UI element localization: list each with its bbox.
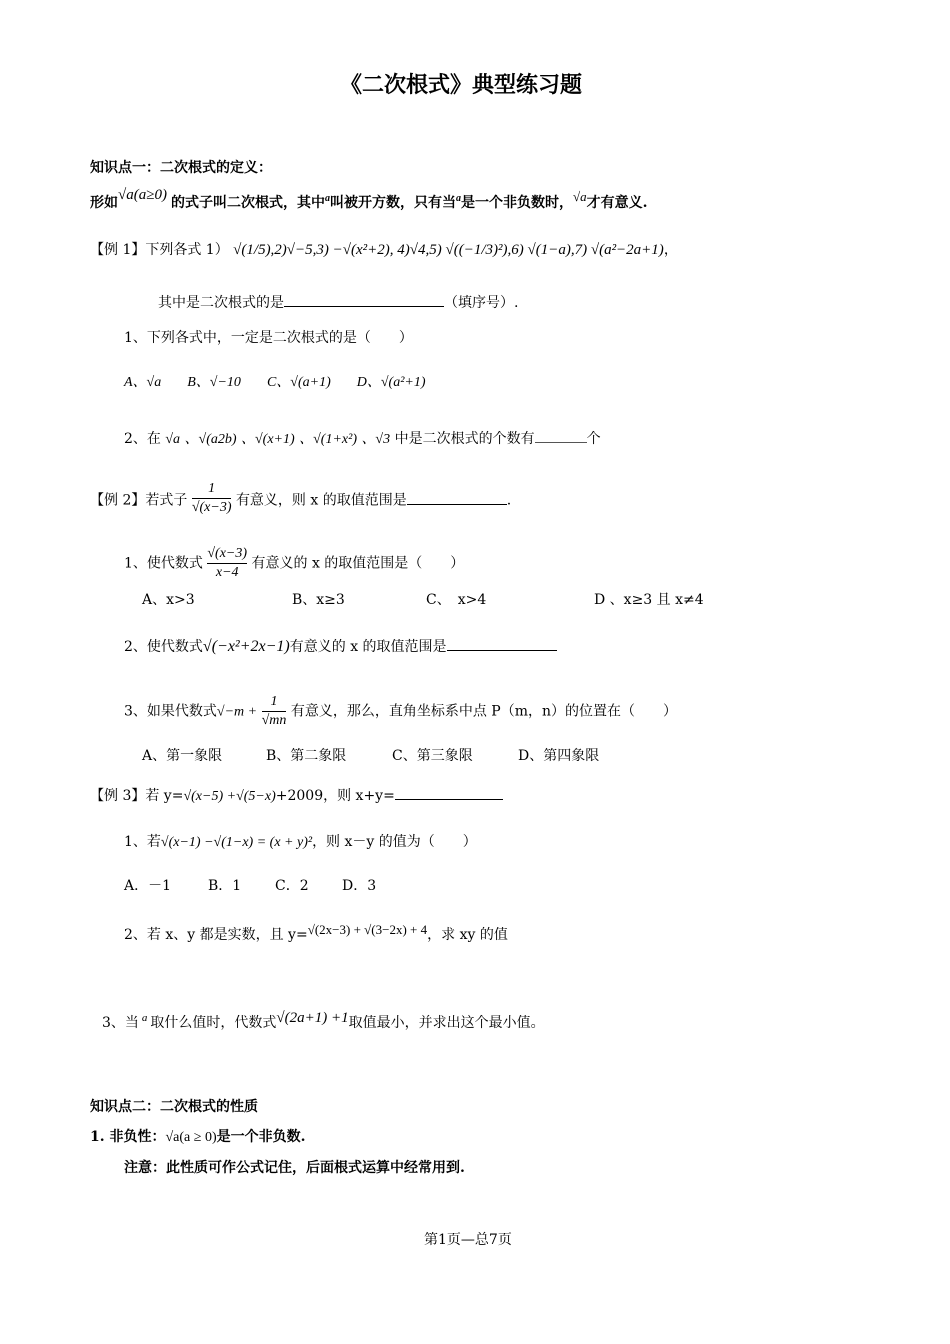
example-2-text: 有意义，则 x 的取值范围是 bbox=[235, 492, 407, 509]
option-a[interactable]: A、第一象限 bbox=[142, 748, 223, 764]
q-prefix: 1、若 bbox=[124, 834, 161, 850]
kp1-heading: 知识点一：二次根式的定义： bbox=[90, 160, 272, 176]
fraction-denominator: √mn bbox=[261, 713, 287, 728]
q3-expression: √−m + bbox=[216, 704, 258, 720]
ex2-question-2 bbox=[124, 636, 557, 657]
q-prefix: 2、若 x、y 都是实数，且 y= bbox=[124, 927, 308, 943]
def-text: 才有意义. bbox=[586, 195, 648, 211]
q-suffix: 有意义，那么，直角坐标系中点 P（m，n）的位置在（ ） bbox=[290, 703, 677, 720]
q-suffix: ，求 xy 的值 bbox=[427, 927, 508, 943]
def-var-a: a bbox=[324, 193, 330, 204]
ex2-q1-options bbox=[142, 590, 704, 610]
option-c[interactable]: C、√(a+1) bbox=[266, 375, 331, 390]
q2-expr: 、√(a2b) bbox=[184, 432, 237, 447]
option-b[interactable]: B、√−10 bbox=[187, 375, 241, 390]
option-c[interactable]: C、 x>4 bbox=[426, 592, 487, 608]
ex3-question-2 bbox=[124, 922, 508, 945]
q-text: 取什么值时，代数式 bbox=[150, 1015, 277, 1031]
def-text: 的式子叫二次根式，其中 bbox=[170, 195, 325, 211]
example-3 bbox=[90, 785, 503, 807]
answer-blank[interactable] bbox=[535, 428, 587, 443]
q2-unit: 个 bbox=[586, 431, 601, 447]
ex1-q1-options bbox=[124, 372, 426, 393]
fraction-numerator: 1 bbox=[262, 693, 287, 712]
ex1-question-2 bbox=[124, 428, 601, 450]
q-prefix: 3、如果代数式 bbox=[124, 703, 217, 720]
example-2-label: 【例 2】若式子 bbox=[90, 492, 188, 509]
q-suffix: 有意义的 x 的取值范围是（ ） bbox=[251, 555, 465, 572]
punctuation: . bbox=[506, 492, 512, 509]
q2-expression: √(−x²+2x−1) bbox=[202, 638, 290, 655]
ex2-q1-fraction bbox=[207, 545, 247, 582]
option-a[interactable]: A、√a bbox=[124, 375, 162, 390]
ex3-question-1 bbox=[124, 832, 477, 853]
page-title: 《二次根式》典型练习题 bbox=[340, 72, 583, 98]
item-expression: √a(a ≥ 0) bbox=[165, 1130, 217, 1145]
q2-expression: √(2x−3) + √(3−2x) + 4 bbox=[307, 922, 428, 937]
example-3-label: 【例 3】若 y= bbox=[90, 788, 184, 804]
option-a[interactable]: A．－1 bbox=[124, 878, 172, 894]
q3-var-a: a bbox=[141, 1012, 148, 1024]
example-2 bbox=[90, 482, 511, 519]
q2-prefix: 2、在 bbox=[124, 431, 161, 447]
punctuation: ， bbox=[663, 242, 678, 258]
q2-expr: 、√(x+1) bbox=[240, 432, 295, 447]
kp1-definition bbox=[90, 187, 648, 215]
ex2-q3-fraction bbox=[262, 693, 287, 730]
option-d[interactable]: D．3 bbox=[342, 878, 377, 894]
option-d[interactable]: D、√(a²+1) bbox=[356, 375, 426, 390]
def-text: 叫被开方数，只有当 bbox=[329, 195, 456, 211]
def-var-a: a bbox=[455, 193, 461, 204]
fraction-numerator: √(x−3) bbox=[207, 545, 247, 564]
ex1-question-1: 1、下列各式中，一定是二次根式的是（ ） bbox=[124, 330, 413, 346]
ex3-question-3 bbox=[102, 1010, 545, 1034]
ex2-q3-options bbox=[142, 746, 599, 766]
option-b[interactable]: B、x≥3 bbox=[292, 592, 345, 608]
option-c[interactable]: C．2 bbox=[275, 878, 309, 894]
kp2-heading: 知识点二：二次根式的性质 bbox=[90, 1099, 258, 1115]
q-prefix: 3、当 bbox=[102, 1015, 139, 1031]
fraction-denominator: x−4 bbox=[215, 565, 239, 580]
def-text: 是一个非负数时， bbox=[460, 195, 573, 211]
q2-suffix: 中是二次根式的个数有 bbox=[394, 431, 535, 447]
fill-hint: （填序号）. bbox=[444, 295, 519, 311]
def-expression: √a(a≥0) bbox=[118, 187, 167, 203]
example-1-fill bbox=[158, 292, 518, 313]
option-b[interactable]: B．1 bbox=[208, 878, 242, 894]
kp2-item-1 bbox=[90, 1127, 306, 1148]
fraction-denominator: √(x−3) bbox=[191, 500, 232, 515]
example-3-text: +2009，则 x+y= bbox=[275, 788, 395, 804]
def-prefix: 形如 bbox=[90, 195, 118, 211]
q1-expression: √(x−1) −√(1−x) = (x + y)² bbox=[160, 835, 313, 850]
fraction-numerator: 1 bbox=[192, 480, 232, 499]
answer-blank[interactable] bbox=[395, 785, 503, 800]
option-a[interactable]: A、x>3 bbox=[142, 592, 195, 608]
q-suffix: 取值最小，并求出这个最小值。 bbox=[348, 1015, 545, 1031]
q-prefix: 1、使代数式 bbox=[124, 555, 203, 572]
q3-expression: √(2a+1) +1 bbox=[276, 1010, 349, 1026]
example-1 bbox=[90, 240, 678, 260]
option-b[interactable]: B、第二象限 bbox=[266, 748, 347, 764]
def-sqrt-a: √a bbox=[572, 189, 587, 204]
item-prefix: 1. 非负性： bbox=[90, 1129, 166, 1145]
q-suffix: 有意义的 x 的取值范围是 bbox=[289, 639, 447, 655]
option-d[interactable]: D 、x≥3 且 x≠4 bbox=[594, 592, 704, 608]
fill-prompt: 其中是二次根式的是 bbox=[158, 295, 284, 311]
example-3-expression: √(x−5) +√(5−x) bbox=[183, 789, 276, 804]
answer-blank[interactable] bbox=[407, 490, 507, 505]
option-d[interactable]: D、第四象限 bbox=[518, 748, 600, 764]
example-1-expressions: √(1/5),2)√−5,3) −√(x²+2), 4)√4,5) √((−1/3)²),6) √(1−a),7) √(a²−2a+1) bbox=[233, 242, 664, 258]
answer-blank[interactable] bbox=[447, 636, 557, 651]
item-suffix: 是一个非负数. bbox=[216, 1129, 306, 1145]
example-1-label: 【例 1】下列各式 1） bbox=[90, 242, 229, 258]
q-prefix: 2、使代数式 bbox=[124, 639, 203, 655]
answer-blank[interactable] bbox=[284, 292, 444, 307]
ex2-question-3 bbox=[124, 693, 677, 730]
kp2-note: 注意：此性质可作公式记住，后面根式运算中经常用到. bbox=[124, 1160, 465, 1176]
q2-expr: √a bbox=[165, 432, 181, 447]
ex3-q1-options bbox=[124, 876, 376, 896]
q2-expr: 、√(1+x²) bbox=[299, 432, 357, 447]
page-footer: 第1页—总7页 bbox=[424, 1232, 512, 1248]
example-2-fraction bbox=[192, 480, 232, 517]
q2-expr: 、√3 bbox=[361, 432, 391, 447]
ex2-question-1 bbox=[124, 545, 464, 582]
q-suffix: ，则 x－y 的值为（ ） bbox=[312, 834, 477, 850]
option-c[interactable]: C、第三象限 bbox=[392, 748, 473, 764]
